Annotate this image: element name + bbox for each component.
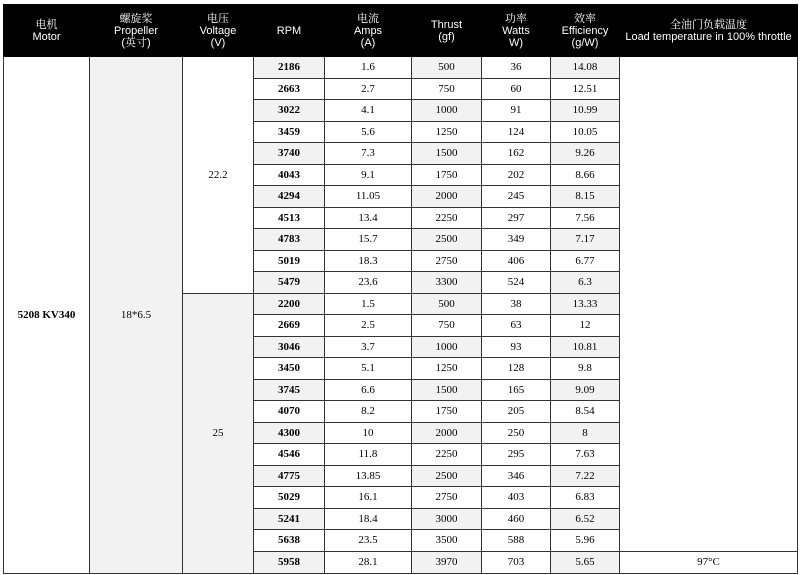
watts-cell: 162 <box>482 143 551 165</box>
temperature-cell: 97°C <box>620 551 798 573</box>
header-watts-cn: 功率 <box>505 12 527 25</box>
header-temperature-en: Load temperature in 100% throttle <box>625 30 792 43</box>
rpm-cell: 4513 <box>254 207 325 229</box>
header-thrust-en: Thrust <box>430 18 463 31</box>
header-watts-unit: W) <box>508 36 524 49</box>
rpm-cell: 4300 <box>254 422 325 444</box>
amps-cell: 18.3 <box>325 250 412 272</box>
voltage-cell: 22.2 <box>183 57 254 294</box>
efficiency-cell: 14.08 <box>551 57 620 79</box>
header-watts <box>482 5 551 57</box>
rpm-cell: 4775 <box>254 465 325 487</box>
efficiency-cell: 5.65 <box>551 551 620 573</box>
efficiency-cell: 10.05 <box>551 121 620 143</box>
header-rpm <box>254 5 325 57</box>
header-watts-en: Watts <box>502 24 530 37</box>
table-row <box>4 57 798 79</box>
header-voltage-cn: 电压 <box>207 12 229 25</box>
rpm-cell: 5638 <box>254 530 325 552</box>
efficiency-cell: 6.3 <box>551 272 620 294</box>
rpm-cell: 5479 <box>254 272 325 294</box>
efficiency-cell: 9.09 <box>551 379 620 401</box>
efficiency-cell: 12.51 <box>551 78 620 100</box>
rpm-cell: 4546 <box>254 444 325 466</box>
rpm-cell: 3450 <box>254 358 325 380</box>
rpm-cell: 3046 <box>254 336 325 358</box>
thrust-cell: 1250 <box>412 121 482 143</box>
header-efficiency-unit: (g/W) <box>571 36 599 49</box>
efficiency-cell: 12 <box>551 315 620 337</box>
header-propeller-en: Propeller <box>113 24 159 37</box>
thrust-cell: 750 <box>412 78 482 100</box>
watts-cell: 245 <box>482 186 551 208</box>
efficiency-cell: 7.22 <box>551 465 620 487</box>
header-voltage-en: Voltage <box>199 24 237 37</box>
motor-model-cell: 5208 KV340 <box>4 57 90 574</box>
efficiency-cell: 7.17 <box>551 229 620 251</box>
watts-cell: 346 <box>482 465 551 487</box>
watts-cell: 205 <box>482 401 551 423</box>
header-thrust-unit: (gf) <box>438 30 455 43</box>
header-propeller-cn: 螺旋桨 <box>119 12 153 25</box>
rpm-cell: 5958 <box>254 551 325 573</box>
amps-cell: 2.5 <box>325 315 412 337</box>
amps-cell: 7.3 <box>325 143 412 165</box>
watts-cell: 36 <box>482 57 551 79</box>
rpm-cell: 5241 <box>254 508 325 530</box>
thrust-cell: 3300 <box>412 272 482 294</box>
rpm-cell: 3022 <box>254 100 325 122</box>
rpm-cell: 4043 <box>254 164 325 186</box>
temperature-blank-cell <box>620 57 798 552</box>
amps-cell: 16.1 <box>325 487 412 509</box>
efficiency-cell: 10.99 <box>551 100 620 122</box>
table-body <box>4 57 798 574</box>
watts-cell: 165 <box>482 379 551 401</box>
thrust-cell: 1750 <box>412 401 482 423</box>
amps-cell: 18.4 <box>325 508 412 530</box>
efficiency-cell: 7.56 <box>551 207 620 229</box>
header-voltage <box>183 5 254 57</box>
thrust-cell: 2750 <box>412 487 482 509</box>
thrust-cell: 500 <box>412 293 482 315</box>
header-amps <box>325 5 412 57</box>
header-temperature-cn: 全油门负载温度 <box>670 18 747 31</box>
watts-cell: 124 <box>482 121 551 143</box>
rpm-cell: 2663 <box>254 78 325 100</box>
thrust-cell: 2250 <box>412 444 482 466</box>
efficiency-cell: 5.96 <box>551 530 620 552</box>
thrust-cell: 500 <box>412 57 482 79</box>
rpm-cell: 2669 <box>254 315 325 337</box>
thrust-cell: 1750 <box>412 164 482 186</box>
amps-cell: 15.7 <box>325 229 412 251</box>
header-motor <box>4 5 90 57</box>
propeller-cell: 18*6.5 <box>90 57 183 574</box>
efficiency-cell: 8.15 <box>551 186 620 208</box>
watts-cell: 63 <box>482 315 551 337</box>
thrust-cell: 1500 <box>412 143 482 165</box>
thrust-cell: 750 <box>412 315 482 337</box>
watts-cell: 403 <box>482 487 551 509</box>
efficiency-cell: 6.77 <box>551 250 620 272</box>
watts-cell: 38 <box>482 293 551 315</box>
header-row <box>4 5 798 57</box>
efficiency-cell: 8.66 <box>551 164 620 186</box>
header-amps-cn: 电流 <box>357 12 379 25</box>
thrust-cell: 2000 <box>412 422 482 444</box>
motor-test-table <box>3 4 798 574</box>
thrust-cell: 2500 <box>412 465 482 487</box>
amps-cell: 1.5 <box>325 293 412 315</box>
thrust-cell: 1250 <box>412 358 482 380</box>
efficiency-cell: 9.8 <box>551 358 620 380</box>
header-efficiency <box>551 5 620 57</box>
efficiency-cell: 6.83 <box>551 487 620 509</box>
thrust-cell: 3500 <box>412 530 482 552</box>
header-motor-en: Motor <box>32 30 61 43</box>
rpm-cell: 5029 <box>254 487 325 509</box>
rpm-cell: 4070 <box>254 401 325 423</box>
thrust-cell: 3970 <box>412 551 482 573</box>
rpm-cell: 2200 <box>254 293 325 315</box>
efficiency-cell: 7.63 <box>551 444 620 466</box>
amps-cell: 5.1 <box>325 358 412 380</box>
amps-cell: 11.8 <box>325 444 412 466</box>
amps-cell: 9.1 <box>325 164 412 186</box>
amps-cell: 23.6 <box>325 272 412 294</box>
amps-cell: 28.1 <box>325 551 412 573</box>
amps-cell: 13.4 <box>325 207 412 229</box>
watts-cell: 588 <box>482 530 551 552</box>
thrust-cell: 1000 <box>412 336 482 358</box>
amps-cell: 5.6 <box>325 121 412 143</box>
thrust-cell: 2000 <box>412 186 482 208</box>
amps-cell: 23.5 <box>325 530 412 552</box>
amps-cell: 1.6 <box>325 57 412 79</box>
header-temperature <box>620 5 798 57</box>
header-efficiency-cn: 效率 <box>574 12 596 25</box>
rpm-cell: 5019 <box>254 250 325 272</box>
rpm-cell: 2186 <box>254 57 325 79</box>
header-rpm-en: RPM <box>276 24 302 37</box>
header-propeller <box>90 5 183 57</box>
watts-cell: 128 <box>482 358 551 380</box>
efficiency-cell: 9.26 <box>551 143 620 165</box>
efficiency-cell: 8.54 <box>551 401 620 423</box>
amps-cell: 10 <box>325 422 412 444</box>
efficiency-cell: 13.33 <box>551 293 620 315</box>
watts-cell: 406 <box>482 250 551 272</box>
thrust-cell: 2750 <box>412 250 482 272</box>
amps-cell: 2.7 <box>325 78 412 100</box>
efficiency-cell: 10.81 <box>551 336 620 358</box>
watts-cell: 250 <box>482 422 551 444</box>
header-thrust <box>412 5 482 57</box>
header-motor-cn: 电机 <box>35 18 58 31</box>
rpm-cell: 3745 <box>254 379 325 401</box>
watts-cell: 524 <box>482 272 551 294</box>
amps-cell: 8.2 <box>325 401 412 423</box>
voltage-cell: 25 <box>183 293 254 573</box>
thrust-cell: 3000 <box>412 508 482 530</box>
thrust-cell: 1000 <box>412 100 482 122</box>
efficiency-cell: 8 <box>551 422 620 444</box>
rpm-cell: 3740 <box>254 143 325 165</box>
amps-cell: 3.7 <box>325 336 412 358</box>
motor-test-sheet <box>3 4 797 573</box>
efficiency-cell: 6.52 <box>551 508 620 530</box>
watts-cell: 91 <box>482 100 551 122</box>
thrust-cell: 1500 <box>412 379 482 401</box>
watts-cell: 202 <box>482 164 551 186</box>
watts-cell: 703 <box>482 551 551 573</box>
rpm-cell: 4783 <box>254 229 325 251</box>
watts-cell: 60 <box>482 78 551 100</box>
amps-cell: 4.1 <box>325 100 412 122</box>
amps-cell: 13.85 <box>325 465 412 487</box>
rpm-cell: 3459 <box>254 121 325 143</box>
watts-cell: 349 <box>482 229 551 251</box>
amps-cell: 6.6 <box>325 379 412 401</box>
watts-cell: 93 <box>482 336 551 358</box>
amps-cell: 11.05 <box>325 186 412 208</box>
header-amps-unit: (A) <box>360 36 376 49</box>
header-efficiency-en: Efficiency <box>561 24 609 37</box>
watts-cell: 297 <box>482 207 551 229</box>
watts-cell: 295 <box>482 444 551 466</box>
thrust-cell: 2500 <box>412 229 482 251</box>
watts-cell: 460 <box>482 508 551 530</box>
rpm-cell: 4294 <box>254 186 325 208</box>
thrust-cell: 2250 <box>412 207 482 229</box>
header-voltage-unit: (V) <box>210 36 226 49</box>
header-propeller-unit: (英寸) <box>121 36 151 49</box>
header-amps-en: Amps <box>353 24 383 37</box>
